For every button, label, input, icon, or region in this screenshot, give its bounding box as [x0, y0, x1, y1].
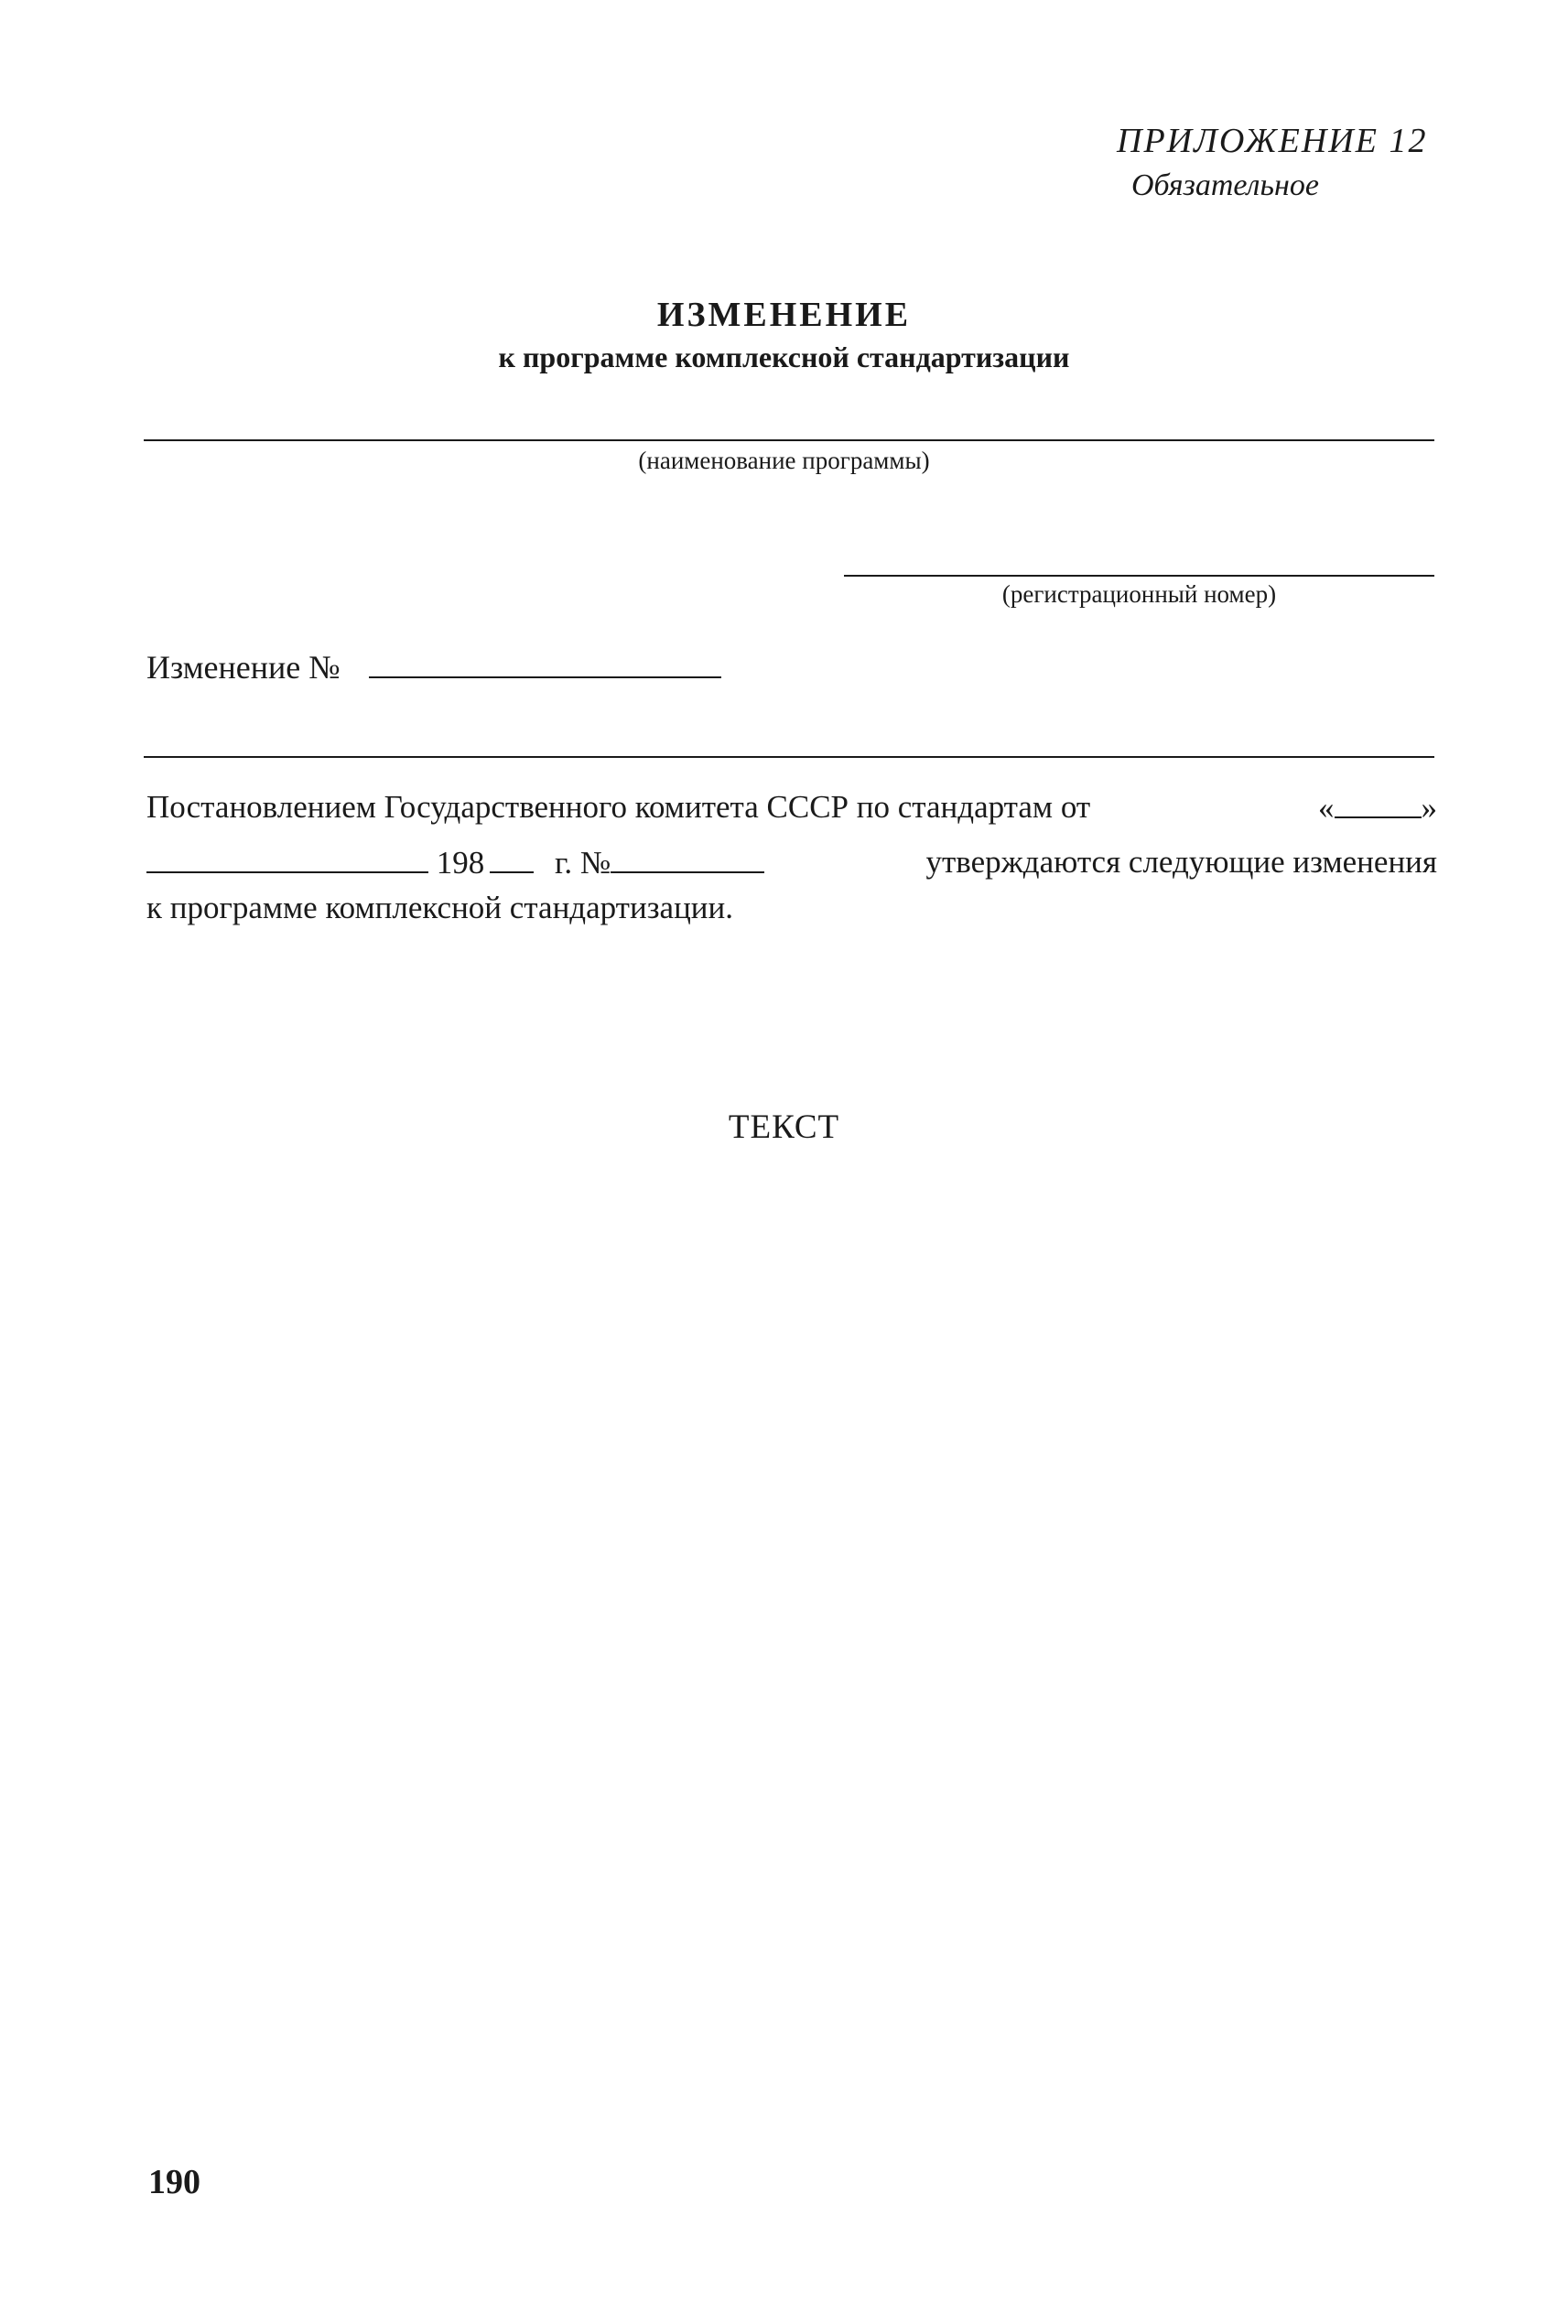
day-field[interactable]	[1335, 789, 1422, 818]
document-subtitle: к программе комплексной стандартизации	[498, 340, 1070, 373]
month-field[interactable]	[146, 844, 428, 873]
text-heading: ТЕКСТ	[728, 1108, 840, 1146]
year-field[interactable]	[490, 844, 534, 873]
registration-number-caption: (регистрационный номер)	[1001, 580, 1277, 608]
registration-number-line[interactable]	[844, 575, 1434, 577]
resolution-line-1	[146, 789, 1437, 827]
resolution-text: Постановлением Государственного комитета СССР по стандартам от	[146, 789, 1091, 825]
appendix-label: ПРИЛОЖЕНИЕ 12	[1117, 122, 1428, 160]
separator-line	[144, 756, 1434, 758]
page-number: 190	[148, 2163, 200, 2201]
resolution-date-day: « »	[1318, 790, 1437, 826]
resolution-tail: утверждаются следующие изменения	[925, 844, 1437, 880]
change-number-field[interactable]	[369, 649, 721, 678]
resolution-line-3: к программе комплексной стандартизации.	[146, 890, 734, 925]
document-title: ИЗМЕНЕНИЕ	[656, 296, 912, 334]
program-name-caption: (наименование программы)	[638, 447, 930, 474]
appendix-status: Обязательное	[1131, 168, 1319, 202]
resolution-line-2: 198 г. № утверждаются следующие изменения	[146, 844, 1437, 881]
program-name-line[interactable]	[144, 439, 1434, 441]
change-number-label: Изменение №	[146, 649, 341, 686]
resolution-number-field[interactable]	[611, 844, 764, 873]
change-number-row	[146, 648, 721, 686]
